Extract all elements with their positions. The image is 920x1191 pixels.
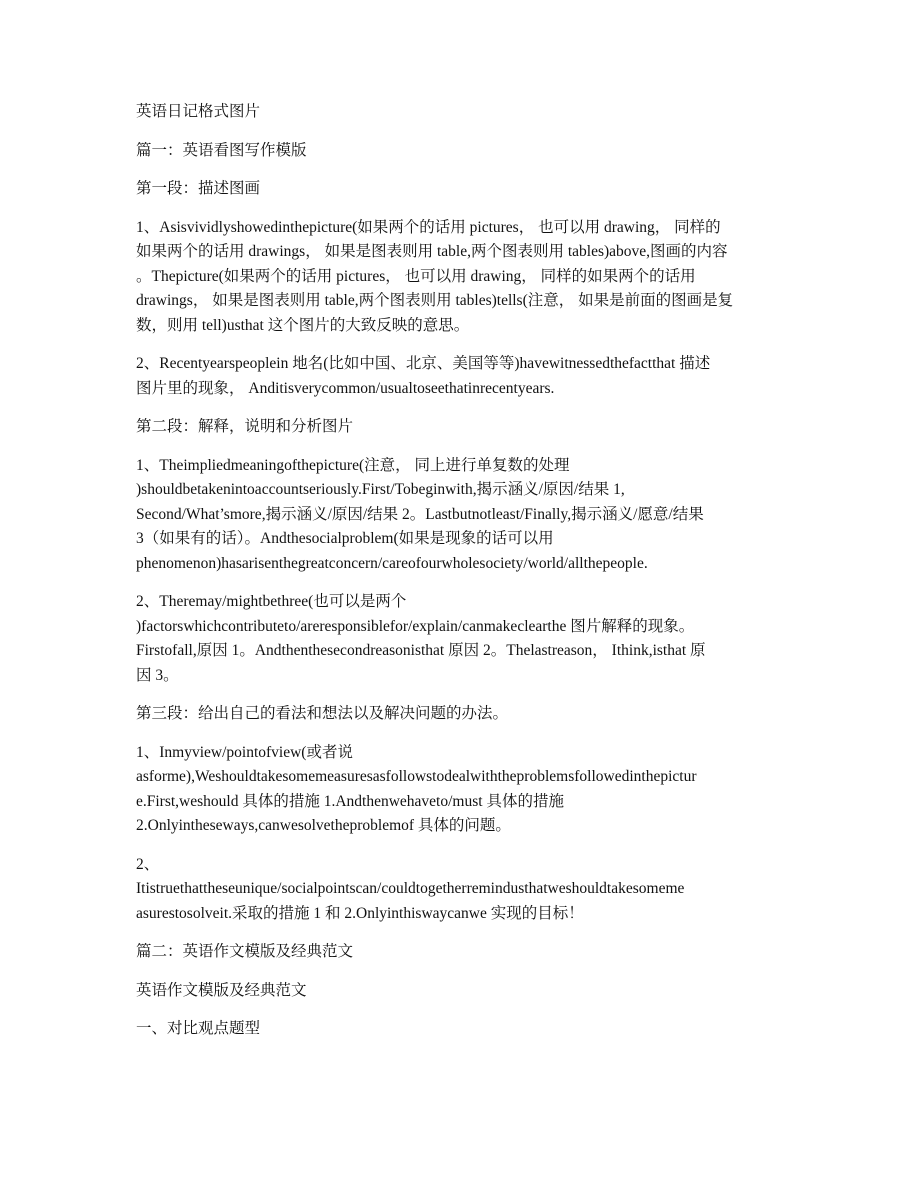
text-line: Second/What’smore,揭示涵义/原因/结果 2。Lastbutnotleast/Finally,揭示涵义/愿意/结果 (136, 505, 704, 523)
paragraph-2 (136, 352, 786, 401)
section-title-2: 英语作文模版及经典范文 (136, 981, 307, 999)
paragraph-1 (136, 216, 786, 339)
paragraph-4 (136, 590, 786, 688)
text-line: 2、Recentyearspeoplein 地名(比如中国、北京、美国等等)havewitnessedthefactthat 描述 (136, 355, 711, 372)
text-line: 数，则用 tell)usthat 这个图片的大致反映的意思。 (136, 316, 470, 334)
text-line: 2、 (136, 855, 160, 873)
text-line: 1、Asisvividlyshowedinthepicture(如果两个的话用 pictures， 也可以用 drawing， 同样的 (136, 218, 721, 236)
text-line: drawings， 如果是图表则用 table,两个图表则用 tables)tells(注意， 如果是前面的图画是复 (136, 292, 734, 309)
text-line: phenomenon)hasarisenthegreatconcern/careofourwholesociety/world/allthepeople. (136, 554, 648, 572)
text-line: Firstofall,原因 1。Andthenthesecondreasonisthat 原因 2。Thelastreason， Ithink,isthat 原 (136, 642, 706, 659)
text-line: asforme),Weshouldtakesomemeasuresasfollowstodealwiththeproblemsfollowedinthepictur (136, 768, 697, 785)
text-line: 图片里的现象， Anditisverycommon/usualtoseethatinrecentyears. (136, 379, 555, 397)
document-body (136, 100, 786, 1056)
text-line: )shouldbetakenintoaccountseriously.First/Tobeginwith,揭示涵义/原因/结果 1, (136, 481, 625, 498)
document-title: 英语日记格式图片 (136, 103, 261, 120)
text-line: 1、Inmyview/pointofview(或者说 (136, 743, 353, 761)
paragraph-5 (136, 741, 786, 839)
text-line: e.First,weshould 具体的措施 1.Andthenwehaveto/must 具体的措施 (136, 792, 564, 810)
paragraph-3 (136, 454, 786, 577)
text-line: 如果两个的话用 drawings， 如果是图表则用 table,两个图表则用 tables)above,图画的内容 (136, 243, 728, 260)
subsection-heading-1: 一、对比观点题型 (136, 1020, 261, 1037)
text-line: 因 3。 (136, 666, 179, 684)
text-line: )factorswhichcontributeto/areresponsiblefor/explain/canmakeclearthe 图片解释的现象。 (136, 617, 695, 635)
paragraph-heading-1: 第一段：描述图画 (136, 180, 261, 197)
text-line: asurestosolveit.采取的措施 1 和 2.Onlyinthiswaycanwe 实现的目标！ (136, 904, 584, 922)
text-line: 1、Theimpliedmeaningofthepicture(注意， 同上进行单复数的处理 (136, 456, 570, 474)
text-line: Itistruethattheseunique/socialpointscan/couldtogetherremindusthatweshouldtakesomeme (136, 880, 685, 897)
paragraph-6 (136, 853, 786, 927)
text-line: 2.Onlyintheseways,canwesolvetheproblemof 具体的问题。 (136, 817, 511, 834)
paragraph-heading-3: 第三段：给出自己的看法和想法以及解决问题的办法。 (136, 705, 509, 722)
text-line: 3（如果有的话）。Andthesocialproblem(如果是现象的话可以用 (136, 530, 554, 547)
text-line: 。Thepicture(如果两个的话用 pictures， 也可以用 drawing， 同样的如果两个的话用 (136, 267, 696, 285)
paragraph-heading-2: 第二段：解释，说明和分析图片 (136, 418, 354, 435)
section-heading-1: 篇一：英语看图写作模版 (136, 141, 307, 159)
section-heading-2: 篇二：英语作文模版及经典范文 (136, 943, 354, 960)
text-line: 2、Theremay/mightbethree(也可以是两个 (136, 593, 407, 610)
